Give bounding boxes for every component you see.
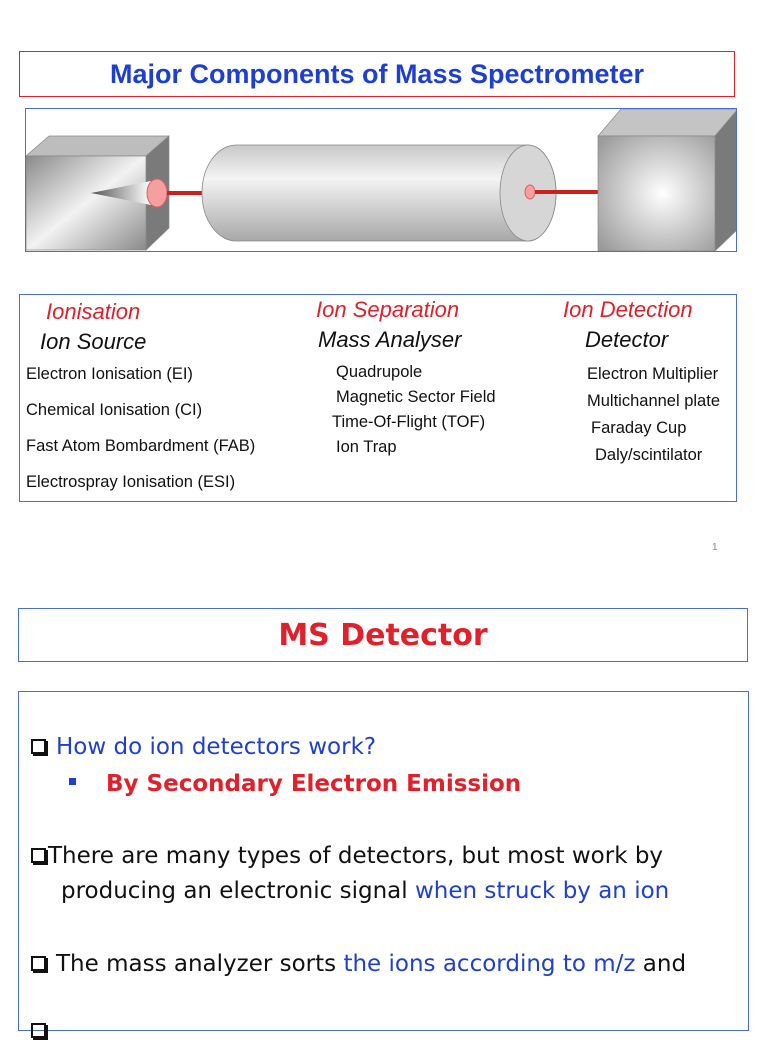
- component-item: Electrospray Ionisation (ESI): [26, 473, 236, 491]
- bullet-detector-types-cont: [61, 878, 669, 904]
- mass-analyser-tube: [202, 145, 556, 241]
- page-number: 1: [712, 542, 718, 553]
- square-bullet-icon: [69, 778, 76, 785]
- component-type: Mass Analyser: [318, 327, 462, 352]
- components-table: [19, 294, 737, 502]
- component-type: Ion Source: [40, 329, 147, 354]
- component-type: Detector: [585, 327, 669, 352]
- component-item: Magnetic Sector Field: [336, 388, 496, 406]
- bullet-mass-analyzer: [31, 951, 686, 977]
- bullet-question: [31, 734, 376, 760]
- slide1-title: Major Components of Mass Spectrometer: [19, 51, 735, 97]
- mass-spectrometer-diagram: [25, 108, 737, 252]
- component-item: Daly/scintilator: [595, 446, 703, 464]
- component-item: Time-Of-Flight (TOF): [332, 413, 486, 431]
- component-item: Electron Multiplier: [587, 365, 719, 383]
- paragraph-highlight: when struck by an ion: [414, 878, 670, 904]
- bullet-detector-types: [31, 843, 663, 869]
- component-column-ion-source: [26, 295, 255, 492]
- component-item: Faraday Cup: [591, 419, 687, 437]
- ion-source-box: [26, 136, 169, 250]
- component-item: Quadrupole: [336, 363, 423, 381]
- slide2-title: MS Detector: [18, 608, 748, 662]
- answer-text: By Secondary Electron Emission: [106, 771, 522, 797]
- checkbox-bullet-icon: [31, 956, 46, 971]
- component-category: Ion Separation: [316, 297, 460, 322]
- component-category: Ionisation: [46, 299, 141, 324]
- component-item: Fast Atom Bombardment (FAB): [26, 437, 256, 455]
- paragraph-line: There are many types of detectors, but most work by: [48, 843, 664, 869]
- paragraph-highlight: the ions according to m/z: [343, 951, 636, 977]
- bullet-cut-off: [31, 1018, 56, 1044]
- component-item: Multichannel plate: [587, 392, 720, 410]
- paragraph-text: The mass analyzer sorts: [56, 951, 344, 977]
- checkbox-bullet-icon: [31, 1023, 46, 1038]
- component-item: Ion Trap: [336, 438, 397, 456]
- component-item: Electron Ionisation (EI): [26, 365, 193, 383]
- component-column-detector: [563, 295, 720, 465]
- checkbox-bullet-icon: [31, 848, 46, 863]
- question-text: How do ion detectors work?: [56, 734, 377, 760]
- paragraph-text: and: [635, 951, 687, 977]
- sub-bullet-answer: [69, 771, 521, 797]
- component-item: Chemical Ionisation (CI): [26, 401, 203, 419]
- component-category: Ion Detection: [563, 297, 693, 322]
- component-column-mass-analyser: [316, 295, 496, 457]
- paragraph-text: producing an electronic signal: [61, 878, 415, 904]
- detector-box: [598, 109, 737, 251]
- slide2-body: [18, 691, 749, 1031]
- checkbox-bullet-icon: [31, 739, 46, 754]
